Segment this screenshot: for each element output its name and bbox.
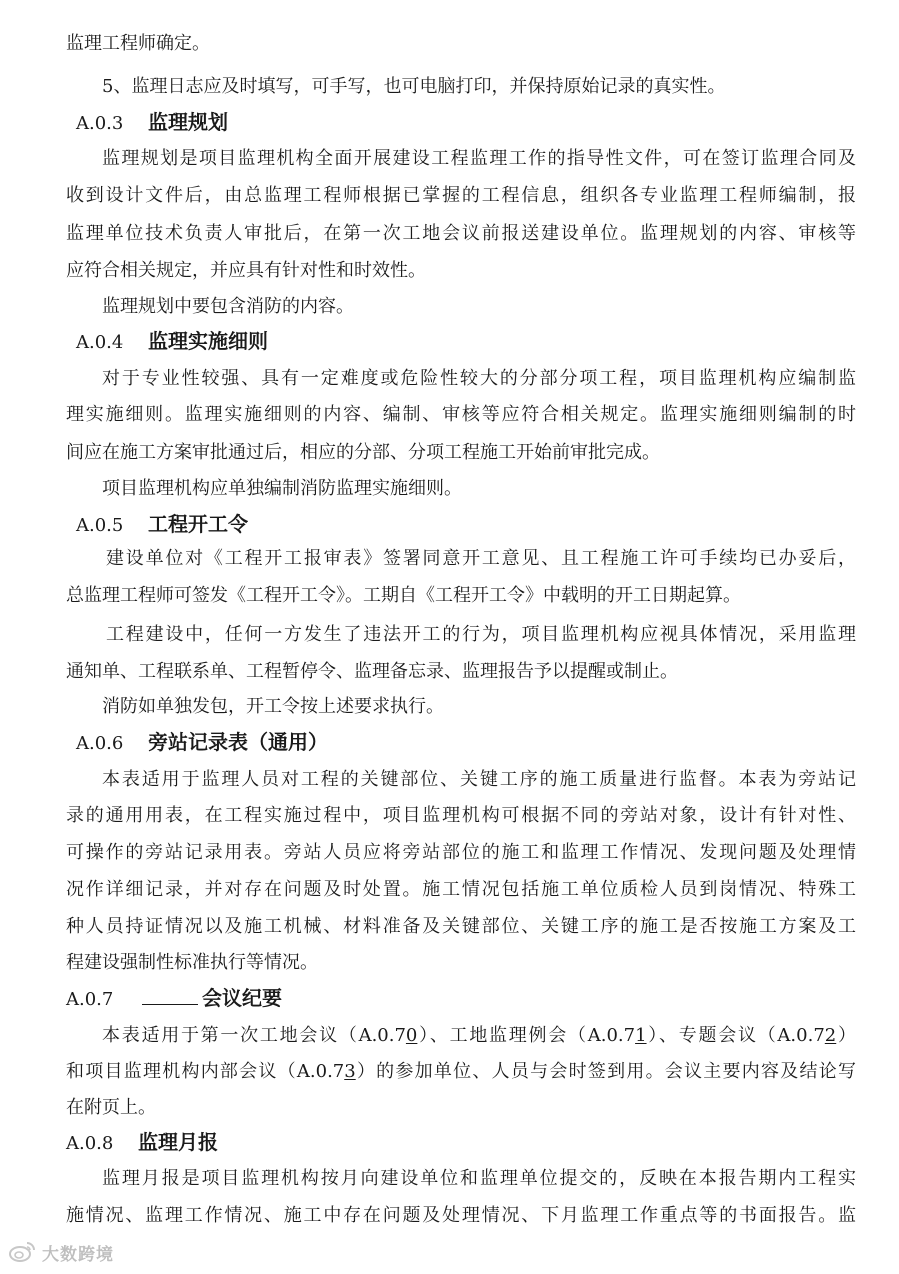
paragraph-line: 监理工程师确定。 [66,33,210,54]
watermark-text: 大数跨境 [42,1244,114,1265]
paragraph-line: 种人员持证情况以及施工机械、材料准备及关键部位、关键工序的施工是否按施工方案及工 [66,916,856,937]
section-title: 旁站记录表（通用） [148,730,328,754]
section-number: A.0.3 [76,113,124,134]
paragraph-line: 施情况、监理工作情况、施工中存在问题及处理情况、下月监理工作重点等的书面报告。监 [66,1205,856,1226]
section-heading-a03 [76,108,228,136]
section-number: A.0.6 [76,733,124,754]
section-heading-a06 [76,728,328,756]
paragraph-line: 况作详细记录，并对存在问题及时处置。施工情况包括施工单位质检人员到岗情况、特殊工 [66,879,856,900]
title-blank-underline [142,986,198,1005]
paragraph-line: 间应在施工方案审批通过后，相应的分部、分项工程施工开始前审批完成。 [66,442,660,463]
paragraph-line: 本表适用于第一次工地会议（A.0.70）、工地监理例会（A.0.71）、专题会议（A.0.72） [102,1025,856,1046]
paragraph-line: 监理规划中要包含消防的内容。 [102,296,354,317]
section-title: 会议纪要 [202,986,282,1010]
paragraph-line: 理实施细则。监理实施细则的内容、编制、审核等应符合相关规定。监理实施细则编制的时 [66,404,856,425]
section-number: A.0.8 [66,1133,114,1154]
watermark [8,1238,114,1266]
paragraph-line: 通知单、工程联系单、工程暂停令、监理备忘录、监理报告予以提醒或制止。 [66,661,678,682]
paragraph-line: 程建设强制性标准执行等情况。 [66,952,318,973]
paragraph-line: 应符合相关规定，并应具有针对性和时效性。 [66,260,426,281]
paragraph-line: 本表适用于监理人员对工程的关键部位、关键工序的施工质量进行监督。本表为旁站记 [102,769,856,790]
section-title: 工程开工令 [148,512,248,536]
section-title: 监理实施细则 [148,329,268,353]
paragraph-line: 消防如单独发包，开工令按上述要求执行。 [102,696,444,717]
paragraph-line: 总监理工程师可签发《工程开工令》。工期自《工程开工令》中载明的开工日期起算。 [66,585,741,606]
paragraph-line: 和项目监理机构内部会议（A.0.73）的参加单位、人员与会时签到用。会议主要内容及结论写 [66,1061,856,1082]
section-title: 监理月报 [138,1130,218,1154]
paragraph-line: 录的通用用表，在工程实施过程中，项目监理机构可根据不同的旁站对象，设计有针对性、 [66,805,856,826]
section-heading-a08 [66,1128,218,1156]
section-number: A.0.5 [76,515,124,536]
paragraph-line: 可操作的旁站记录用表。旁站人员应将旁站部位的施工和监理工作情况、发现问题及处理情 [66,842,856,863]
weibo-like-logo-icon [8,1240,36,1264]
paragraph-line: 监理月报是项目监理机构按月向建设单位和监理单位提交的，反映在本报告期内工程实 [102,1168,856,1189]
paragraph-line: 5、监理日志应及时填写，可手写，也可电脑打印，并保持原始记录的真实性。 [102,76,726,97]
section-heading-a05 [76,510,248,538]
paragraph-line: 监理单位技术负责人审批后，在第一次工地会议前报送建设单位。监理规划的内容、审核等 [66,223,856,244]
paragraph-line: 收到设计文件后，由总监理工程师根据已掌握的工程信息，组织各专业监理工程师编制，报 [66,185,856,206]
section-title: 监理规划 [148,110,228,134]
section-number: A.0.7 [66,989,114,1010]
paragraph-line: 监理规划是项目监理机构全面开展建设工程监理工作的指导性文件，可在签订监理合同及 [102,148,856,169]
section-heading-a04 [76,327,268,355]
paragraph-line: 项目监理机构应单独编制消防监理实施细则。 [102,478,462,499]
paragraph-line: 对于专业性较强、具有一定难度或危险性较大的分部分项工程，项目监理机构应编制监 [102,368,856,389]
section-number: A.0.4 [76,332,124,353]
paragraph-line: 工程建设中，任何一方发生了违法开工的行为，项目监理机构应视具体情况，采用监理 [106,624,856,645]
paragraph-line: 在附页上。 [66,1097,156,1118]
paragraph-line: 建设单位对《工程开工报审表》签署同意开工意见、且工程施工许可手续均已办妥后， [106,548,856,569]
section-heading-a07 [66,984,282,1012]
